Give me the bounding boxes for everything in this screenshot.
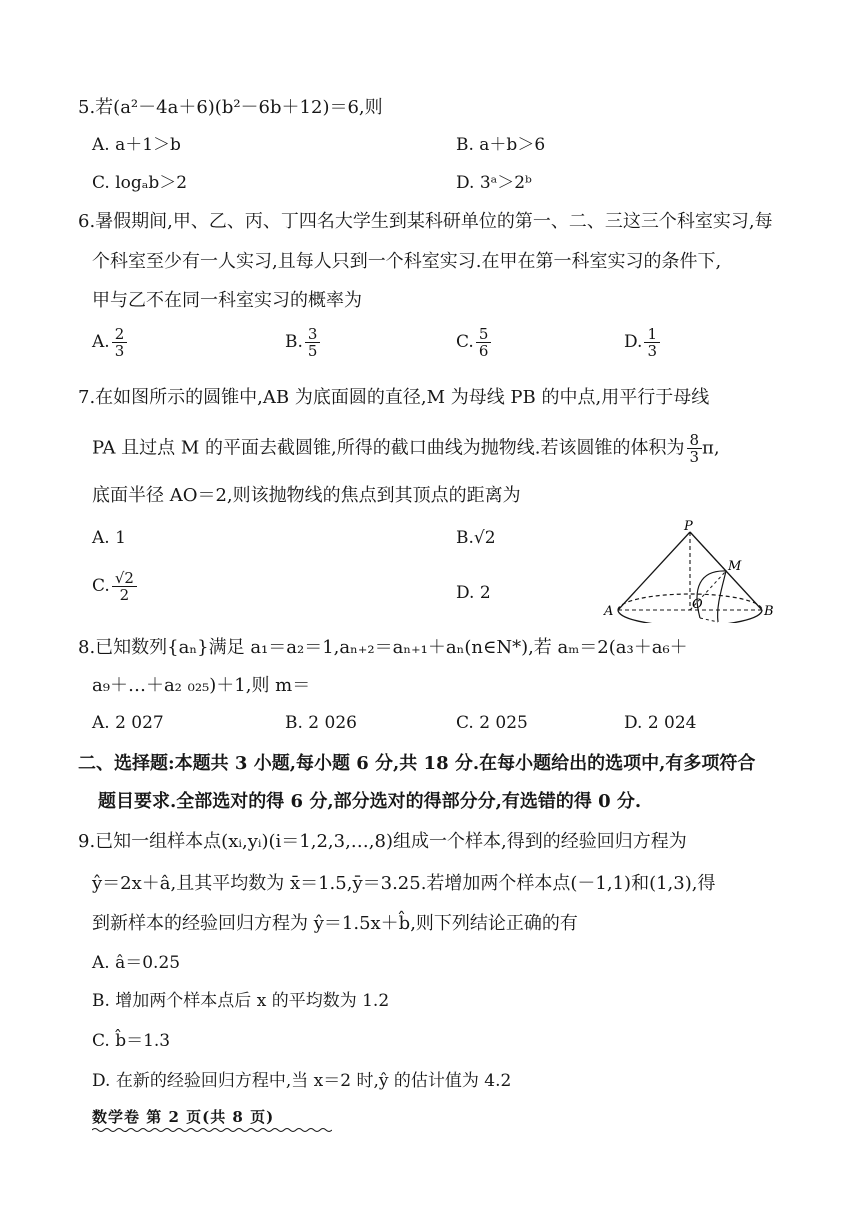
label-p: P: [684, 519, 693, 534]
section2-line1: 二、选择题:本题共 3 小题,每小题 6 分,共 18 分.在每小题给出的选项中,有多项符合: [78, 753, 756, 774]
q6-option-c-num: 5: [476, 326, 492, 343]
q5-option-a: A. a＋1＞b: [92, 135, 181, 155]
q7-volume-fraction: [687, 432, 703, 465]
label-a: A: [604, 604, 614, 619]
q7-option-c-num: √2: [112, 570, 137, 587]
q8-option-a: A. 2 027: [92, 713, 164, 733]
footer-wavy-underline: [92, 1126, 332, 1134]
base-ellipse-front: [618, 610, 762, 623]
q7-option-b: B.√2: [456, 528, 496, 548]
q9-option-d: D. 在新的经验回归方程中,当 x＝2 时,ŷ 的估计值为 4.2: [92, 1071, 512, 1091]
q6-option-a-fraction: [112, 326, 128, 359]
q5-option-d: D. 3ᵃ＞2ᵇ: [456, 173, 532, 193]
q7-option-c: [92, 570, 137, 603]
q6-option-d-fraction: [644, 326, 660, 359]
q7-option-c-den: 2: [119, 586, 130, 604]
q8-line2: a₉＋…＋a₂ ₀₂₅)＋1,则 m＝: [92, 675, 311, 696]
q6-line3: 甲与乙不在同一科室实习的概率为: [92, 290, 362, 311]
label-o: O: [692, 597, 703, 612]
q7-option-a: A. 1: [92, 528, 126, 548]
q6-option-d-den: 3: [647, 342, 657, 360]
q6-option-c-den: 6: [478, 342, 489, 360]
q8-option-d: D. 2 024: [624, 713, 697, 733]
q6-option-a-num: 2: [112, 326, 128, 343]
q8-option-c: C. 2 025: [456, 713, 528, 733]
q9-line2: ŷ＝2x＋â,且其平均数为 x̄＝1.5,ȳ＝3.25.若增加两个样本点(－1,1)和(1,3),得: [92, 873, 716, 894]
q7-option-c-fraction: [112, 570, 137, 603]
q8-option-b: B. 2 026: [285, 713, 357, 733]
q7-option-c-label: C.: [92, 576, 110, 596]
q6-option-a-label: A.: [92, 332, 110, 352]
q6-option-c: [456, 326, 491, 359]
q9-option-c: C. b̂＝1.3: [92, 1031, 171, 1051]
parabola-chord: [700, 618, 718, 622]
q6-line1: 6.暑假期间,甲、乙、丙、丁四名大学生到某科研单位的第一、二、三这三个科室实习,每: [78, 211, 773, 232]
q6-option-c-label: C.: [456, 332, 474, 352]
q6-line2: 个科室至少有一人实习,且每人只到一个科室实习.在甲在第一科室实习的条件下,: [92, 251, 722, 272]
q9-line3: 到新样本的经验回归方程为 ŷ＝1.5x＋b̂,则下列结论正确的有: [92, 913, 578, 934]
q5-stem: 5.若(a²－4a＋6)(b²－6b＋12)＝6,则: [78, 97, 383, 118]
q5-option-c: C. logₐb＞2: [92, 173, 188, 193]
q6-option-b: [285, 326, 320, 359]
q6-option-a: [92, 326, 127, 359]
generator-pa: [618, 532, 690, 610]
q7-line3: 底面半径 AO＝2,则该抛物线的焦点到其顶点的距离为: [92, 485, 521, 506]
q7-volume-num: 8: [687, 432, 703, 449]
q7-line2-end: π,: [702, 437, 720, 459]
q6-option-c-fraction: [476, 326, 492, 359]
q8-line1: 8.已知数列{aₙ}满足 a₁＝a₂＝1,aₙ₊₂＝aₙ₊₁＋aₙ(n∈N*),若 aₘ＝2(a₃＋a₆＋: [78, 637, 688, 658]
section2-line2: 题目要求.全部选对的得 6 分,部分选对的得部分分,有选错的得 0 分.: [98, 791, 642, 812]
q6-option-b-den: 5: [307, 342, 318, 360]
q7-line2-text: PA 且过点 M 的平面去截圆锥,所得的截口曲线为抛物线.若该圆锥的体积为: [92, 437, 685, 459]
q7-option-d: D. 2: [456, 583, 491, 603]
q7-line2: [92, 432, 720, 465]
q6-option-d-label: D.: [624, 332, 643, 352]
q9-line1: 9.已知一组样本点(xᵢ,yᵢ)(i＝1,2,3,…,8)组成一个样本,得到的经验回归方程为: [78, 831, 687, 852]
page-footer: 数学卷 第 2 页(共 8 页): [92, 1108, 275, 1126]
q6-option-b-num: 3: [305, 326, 321, 343]
q6-option-a-den: 3: [114, 342, 125, 360]
q6-option-d-num: 1: [644, 326, 660, 343]
q6-option-d: [624, 326, 660, 359]
q7-volume-den: 3: [689, 448, 700, 466]
q7-line1: 7.在如图所示的圆锥中,AB 为底面圆的直径,M 为母线 PB 的中点,用平行于母线: [78, 387, 710, 408]
q9-option-a: A. â＝0.25: [92, 953, 181, 973]
q5-option-b: B. a＋b＞6: [456, 135, 546, 155]
q6-option-b-fraction: [305, 326, 321, 359]
q9-option-b: B. 增加两个样本点后 x 的平均数为 1.2: [92, 991, 390, 1011]
cone-figure: [600, 518, 780, 623]
label-b: B: [764, 604, 774, 619]
q6-option-b-label: B.: [285, 332, 303, 352]
label-m: M: [728, 559, 742, 574]
